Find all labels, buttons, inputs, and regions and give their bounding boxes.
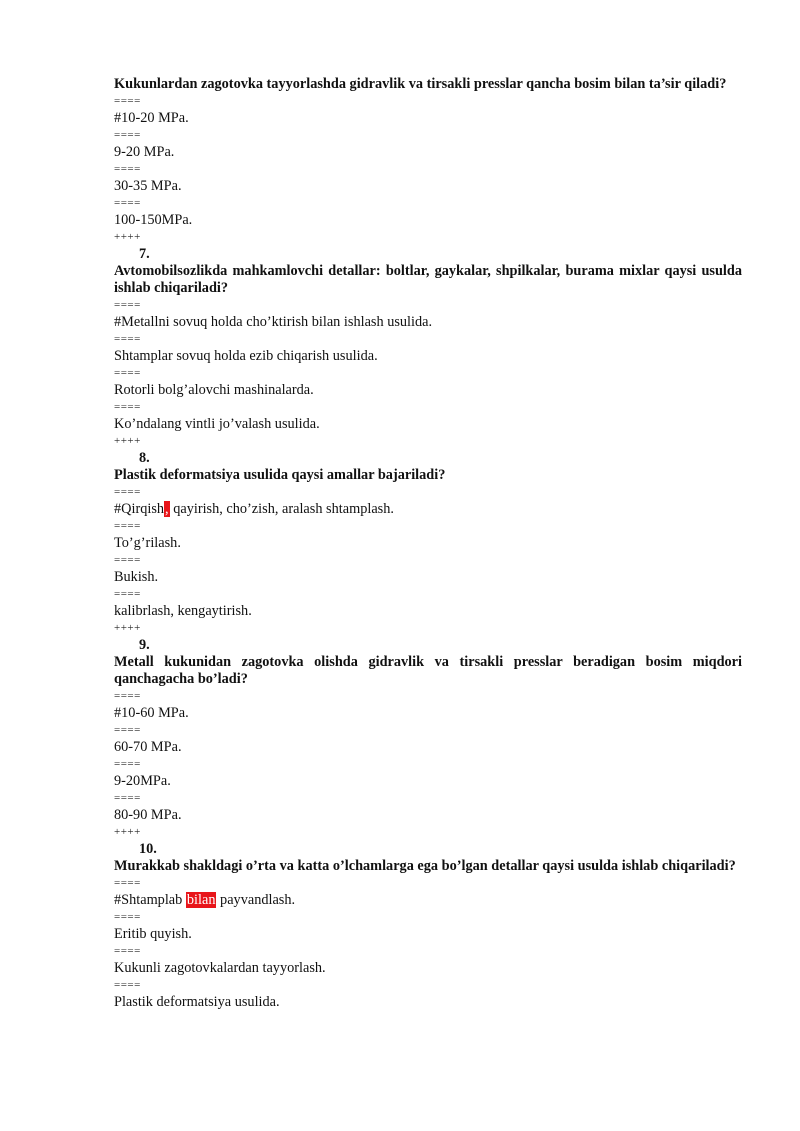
question-6	[114, 76, 742, 246]
question-text: Plastik deformatsiya usulida qaysi amallar bajariladi?	[114, 467, 446, 483]
separator: ====	[114, 95, 141, 107]
separator: ====	[114, 911, 141, 923]
question-text: Murakkab shakldagi o’rta va katta o’lchamlarga ega bo’lgan detallar qaysi usulda ishlab chiqariladi?	[114, 858, 736, 874]
separator: ====	[114, 554, 141, 566]
answer-correct	[114, 892, 742, 909]
question-number: 8.	[139, 450, 150, 466]
question-text: Metall kukunidan zagotovka olishda gidravlik va tirsakli presslar beradigan bosim miqdori qanchagacha bo’ladi?	[114, 654, 742, 687]
separator: ====	[114, 163, 141, 175]
question-9	[114, 637, 742, 841]
question-number: 9.	[139, 637, 150, 653]
answer: Bukish.	[114, 569, 159, 585]
separator: ====	[114, 401, 141, 413]
separator: ====	[114, 979, 141, 991]
question-7	[114, 246, 742, 450]
answer: Rotorli bolg’alovchi mashinalarda.	[114, 382, 314, 398]
answer: Kukunli zagotovkalardan tayyorlash.	[114, 960, 326, 976]
highlight-mark: bilan	[186, 892, 216, 908]
answer: Eritib quyish.	[114, 926, 192, 942]
answer: kalibrlash, kengaytirish.	[114, 603, 252, 619]
separator: ====	[114, 333, 141, 345]
separator: ====	[114, 792, 141, 804]
answer: 9-20 MPa.	[114, 144, 175, 160]
answer-correct: #10-20 MPa.	[114, 110, 189, 126]
separator: ====	[114, 197, 141, 209]
answer: 100-150MPa.	[114, 212, 193, 228]
question-8	[114, 450, 742, 637]
question-number: 7.	[139, 246, 150, 262]
question-text: Avtomobilsozlikda mahkamlovchi detallar: boltlar, gaykalar, shpilkalar, burama mixlar qaysi usulda ishlab chiqariladi?	[114, 263, 742, 296]
answer: Ko’ndalang vintli jo’valash usulida.	[114, 416, 320, 432]
end-marker: ++++	[114, 826, 141, 838]
separator: ====	[114, 299, 141, 311]
answer: Shtamplar sovuq holda ezib chiqarish usulida.	[114, 348, 378, 364]
highlight-mark: ,	[165, 501, 169, 517]
answer-text-start: #Shtamplab	[114, 892, 186, 908]
answer-correct	[114, 501, 742, 518]
question-10	[114, 841, 742, 1011]
separator: ====	[114, 367, 141, 379]
answer: 9-20MPa.	[114, 773, 171, 789]
separator: ====	[114, 486, 141, 498]
question-number: 10.	[139, 841, 157, 857]
answer-text-end: qayirish, cho’zish, aralash shtamplash.	[169, 501, 394, 517]
answer-correct: #Metallni sovuq holda cho’ktirish bilan ishlash usulida.	[114, 314, 433, 330]
end-marker: ++++	[114, 435, 141, 447]
separator: ====	[114, 520, 141, 532]
separator: ====	[114, 690, 141, 702]
end-marker: ++++	[114, 231, 141, 243]
answer: 60-70 MPa.	[114, 739, 182, 755]
answer: To’g’rilash.	[114, 535, 181, 551]
question-text: Kukunlardan zagotovka tayyorlashda gidravlik va tirsakli presslar qancha bosim bilan ta’sir qiladi?	[114, 76, 727, 92]
answer-text-start: #Qirqish	[114, 501, 165, 517]
separator: ====	[114, 724, 141, 736]
end-marker: ++++	[114, 622, 141, 634]
separator: ====	[114, 588, 141, 600]
document-page	[114, 76, 742, 1011]
answer: 80-90 MPa.	[114, 807, 182, 823]
answer: 30-35 MPa.	[114, 178, 182, 194]
separator: ====	[114, 129, 141, 141]
separator: ====	[114, 877, 141, 889]
answer: Plastik deformatsiya usulida.	[114, 994, 280, 1010]
answer-text-end: payvandlash.	[216, 892, 296, 908]
separator: ====	[114, 758, 141, 770]
answer-correct: #10-60 MPa.	[114, 705, 189, 721]
separator: ====	[114, 945, 141, 957]
